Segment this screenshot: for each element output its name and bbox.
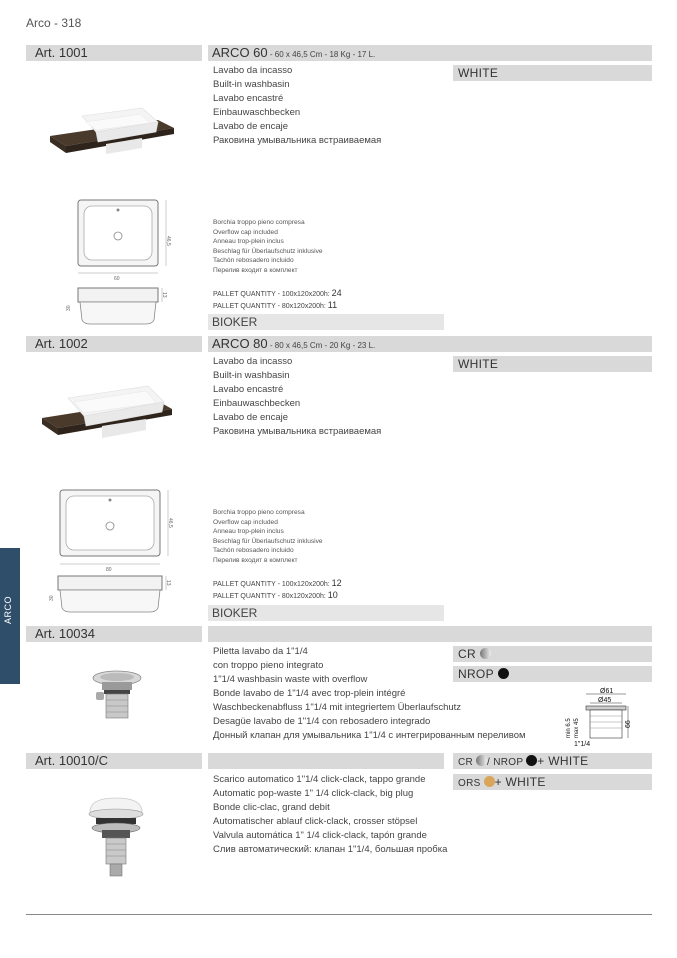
chrome-swatch-icon <box>476 755 487 766</box>
article-title-bar <box>208 626 652 642</box>
dim-side-depth: 30 <box>66 305 72 311</box>
pallet-label: PALLET QUANTITY - 100x120x200h: <box>213 291 332 298</box>
washbasin-photo <box>40 382 174 452</box>
finish-tag <box>453 666 652 682</box>
note-line: Borchia troppo pieno compresa <box>213 219 305 226</box>
description-line: Донный клапан для умывальника 1"1/4 с интегрированным переливом <box>213 730 526 741</box>
gold-swatch-icon <box>484 776 495 787</box>
finish-plus: + WHITE <box>537 754 589 768</box>
note-line: Tachón rebosadero incluido <box>213 257 294 265</box>
material-tag: BIOKER <box>208 605 444 621</box>
washbasin-photo <box>46 98 176 174</box>
dim-width: 80 <box>106 567 112 573</box>
finish-plus: + WHITE <box>494 775 546 789</box>
note-line: Anneau trop-plein inclus <box>213 238 284 246</box>
finish-tag <box>453 646 652 662</box>
note-line: Anneau trop-plein inclus <box>213 528 284 536</box>
top-view-drawing <box>70 196 175 282</box>
article-number: Art. 10010/C <box>26 753 202 769</box>
description-line: Automatic pop-waste 1" 1/4 click-clack, big plug <box>213 788 414 799</box>
description-line: 1"1/4 washbasin waste with overflow <box>213 674 368 685</box>
dim-max: max 45 <box>574 718 580 738</box>
side-view-drawing <box>46 574 176 620</box>
description-line: Desagüe lavabo de 1"1/4 con rebosadero integrado <box>213 716 431 727</box>
material-tag: BIOKER <box>208 314 444 330</box>
top-view-drawing <box>56 488 180 574</box>
note-line: Tachón rebosadero incluido <box>213 547 294 555</box>
description-line: Scarico automatico 1"1/4 click-clack, tappo grande <box>213 774 426 785</box>
finish-label: CR <box>458 757 474 768</box>
finish-label: ORS <box>458 778 481 789</box>
description-block <box>213 355 381 439</box>
description-line: Valvula automática 1" 1/4 click-clack, tapón grande <box>213 830 427 841</box>
note-line: Beschlag für Überlaufschutz inklusive <box>213 247 323 255</box>
note-line: Beschlag für Überlaufschutz inklusive <box>213 537 323 545</box>
finish-tag <box>453 774 652 790</box>
finish-label: CR <box>458 647 476 661</box>
finish-label: NROP <box>458 667 494 681</box>
notes-block <box>213 218 323 276</box>
dim-depth: 46,5 <box>167 518 173 528</box>
dim-height: 13 <box>165 580 171 586</box>
pallet-value: 11 <box>327 300 338 310</box>
dim-depth: 46,5 <box>165 236 171 246</box>
product-name: ARCO 80 <box>212 336 268 351</box>
color-tag: WHITE <box>453 65 652 81</box>
side-tab-label: ARCO <box>3 596 13 625</box>
notes-block <box>213 508 323 566</box>
note-line: Overflow cap included <box>213 228 278 236</box>
product-spec: - 80 x 46,5 Cm - 20 Kg - 23 L. <box>267 341 376 350</box>
page-header: Arco - 318 <box>26 16 82 30</box>
waste-technical-drawing <box>560 686 634 748</box>
description-block <box>213 773 447 857</box>
description-line: Automatischer ablauf click-clack, crosser stöpsel <box>213 816 418 827</box>
note-line: Перелив входит в комплект <box>213 266 298 274</box>
dim-mid-diameter: Ø45 <box>598 697 612 704</box>
note-line: Borchia troppo pieno compresa <box>213 509 305 516</box>
description-line: Einbauwaschbecken <box>213 398 301 409</box>
dim-height: 66 <box>625 720 632 728</box>
description-line: Lavabo de encaje <box>213 412 289 423</box>
chrome-swatch-icon <box>480 648 491 659</box>
product-spec: - 60 x 46,5 Cm - 18 Kg - 17 L. <box>267 50 376 59</box>
description-line: Bonde lavabo de 1"1/4 avec trop-plein intégré <box>213 688 406 699</box>
description-line: Lavabo encastré <box>213 384 284 395</box>
note-line: Overflow cap included <box>213 518 278 526</box>
black-swatch-icon <box>498 668 509 679</box>
finish-tag <box>453 753 652 769</box>
pallet-value: 24 <box>331 288 342 298</box>
finish-separator: / NROP <box>487 757 524 768</box>
product-title <box>208 45 652 61</box>
dim-side-depth: 30 <box>49 595 55 601</box>
description-line: Waschbeckenabfluss 1"1/4 mit integriertem Überlaufschutz <box>213 702 462 713</box>
description-line: Слив автоматический: клапан 1"1/4, большая пробка <box>213 844 448 855</box>
description-line: Lavabo da incasso <box>213 65 293 76</box>
description-line: Lavabo encastré <box>213 93 284 104</box>
side-view-drawing <box>62 284 174 330</box>
description-line: Built-in washbasin <box>213 370 290 381</box>
description-line: Built-in washbasin <box>213 79 290 90</box>
article-number: Art. 1002 <box>26 336 202 352</box>
product-title <box>208 336 652 352</box>
side-tab <box>0 548 20 684</box>
dim-thread: 1"1/4 <box>574 741 591 748</box>
description-line: Раковина умывальника встраиваемая <box>213 135 382 146</box>
dim-top-diameter: Ø61 <box>600 688 614 695</box>
black-swatch-icon <box>526 755 537 766</box>
footer-divider <box>26 914 652 915</box>
waste-photo <box>86 668 148 726</box>
product-name: ARCO 60 <box>212 45 268 60</box>
pallet-value: 12 <box>331 578 342 588</box>
description-line: Piletta lavabo da 1"1/4 <box>213 646 308 657</box>
description-line: Раковина умывальника встраиваемая <box>213 426 382 437</box>
pallet-info <box>213 578 342 602</box>
description-line: Lavabo de encaje <box>213 121 289 132</box>
description-line: Einbauwaschbecken <box>213 107 301 118</box>
color-tag: WHITE <box>453 356 652 372</box>
description-line: Lavabo da incasso <box>213 356 293 367</box>
pallet-label: PALLET QUANTITY - 80x120x200h: <box>213 593 328 600</box>
note-line: Перелив входит в комплект <box>213 556 298 564</box>
dim-width: 60 <box>114 276 120 282</box>
description-line: Bonde clic-clac, grand debit <box>213 802 330 813</box>
description-line: con troppo pieno integrato <box>213 660 324 671</box>
pallet-info <box>213 288 342 312</box>
article-number: Art. 1001 <box>26 45 202 61</box>
dim-min: min 6.5 <box>566 718 572 738</box>
dim-height: 13 <box>161 292 167 298</box>
click-clack-photo <box>84 796 148 882</box>
article-title-bar <box>208 753 444 769</box>
description-block <box>213 64 381 148</box>
pallet-value: 10 <box>327 590 338 600</box>
pallet-label: PALLET QUANTITY - 100x120x200h: <box>213 581 332 588</box>
pallet-label: PALLET QUANTITY - 80x120x200h: <box>213 303 328 310</box>
article-number: Art. 10034 <box>26 626 202 642</box>
